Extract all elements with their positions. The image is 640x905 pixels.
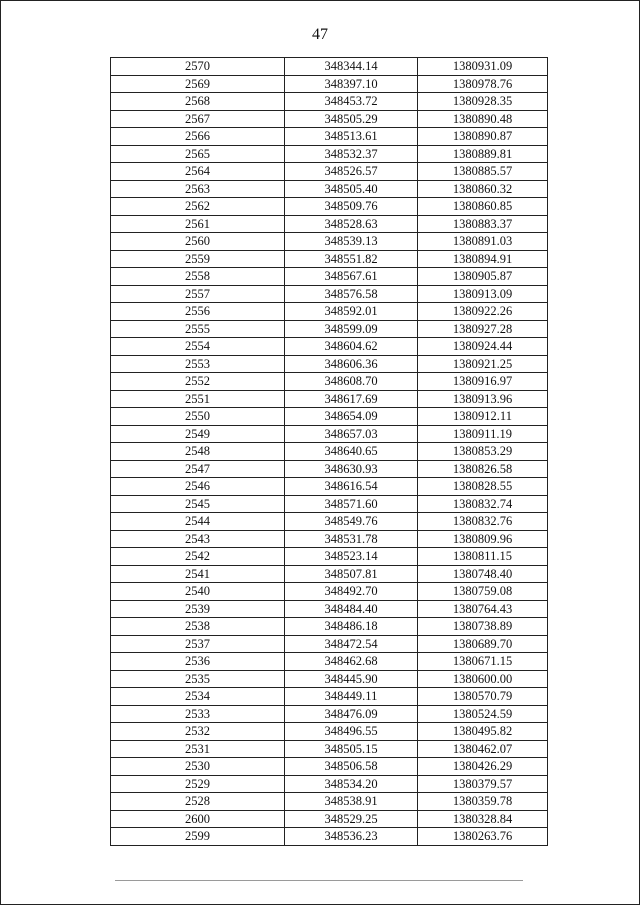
point-number-cell: 2563 (111, 180, 285, 198)
x-coordinate-cell: 348534.20 (285, 775, 418, 793)
x-coordinate-cell: 348654.09 (285, 408, 418, 426)
x-coordinate-cell: 348397.10 (285, 75, 418, 93)
point-number-cell: 2555 (111, 320, 285, 338)
x-coordinate-cell: 348476.09 (285, 705, 418, 723)
y-coordinate-cell: 1380916.97 (418, 373, 548, 391)
table-row (111, 618, 548, 636)
table-row (111, 775, 548, 793)
y-coordinate-cell: 1380890.48 (418, 110, 548, 128)
x-coordinate-cell: 348549.76 (285, 513, 418, 531)
y-coordinate-cell: 1380600.00 (418, 670, 548, 688)
y-coordinate-cell: 1380809.96 (418, 530, 548, 548)
table-row (111, 303, 548, 321)
point-number-cell: 2530 (111, 758, 285, 776)
point-number-cell: 2550 (111, 408, 285, 426)
x-coordinate-cell: 348526.57 (285, 163, 418, 181)
point-number-cell: 2566 (111, 128, 285, 146)
table-row (111, 460, 548, 478)
y-coordinate-cell: 1380570.79 (418, 688, 548, 706)
point-number-cell: 2541 (111, 565, 285, 583)
point-number-cell: 2538 (111, 618, 285, 636)
x-coordinate-cell: 348505.40 (285, 180, 418, 198)
x-coordinate-cell: 348472.54 (285, 635, 418, 653)
y-coordinate-cell: 1380928.35 (418, 93, 548, 111)
y-coordinate-cell: 1380426.29 (418, 758, 548, 776)
point-number-cell: 2568 (111, 93, 285, 111)
y-coordinate-cell: 1380922.26 (418, 303, 548, 321)
point-number-cell: 2536 (111, 653, 285, 671)
x-coordinate-cell: 348484.40 (285, 600, 418, 618)
point-number-cell: 2567 (111, 110, 285, 128)
y-coordinate-cell: 1380671.15 (418, 653, 548, 671)
y-coordinate-cell: 1380832.74 (418, 495, 548, 513)
table-row (111, 530, 548, 548)
coordinates-table-body (111, 58, 548, 846)
point-number-cell: 2539 (111, 600, 285, 618)
point-number-cell: 2549 (111, 425, 285, 443)
table-row (111, 390, 548, 408)
table-row (111, 110, 548, 128)
x-coordinate-cell: 348576.58 (285, 285, 418, 303)
table-row (111, 670, 548, 688)
x-coordinate-cell: 348616.54 (285, 478, 418, 496)
x-coordinate-cell: 348509.76 (285, 198, 418, 216)
x-coordinate-cell: 348486.18 (285, 618, 418, 636)
point-number-cell: 2544 (111, 513, 285, 531)
point-number-cell: 2558 (111, 268, 285, 286)
coordinates-table (110, 57, 548, 846)
table-row (111, 495, 548, 513)
point-number-cell: 2548 (111, 443, 285, 461)
y-coordinate-cell: 1380826.58 (418, 460, 548, 478)
table-row (111, 408, 548, 426)
x-coordinate-cell: 348551.82 (285, 250, 418, 268)
y-coordinate-cell: 1380263.76 (418, 828, 548, 846)
point-number-cell: 2556 (111, 303, 285, 321)
x-coordinate-cell: 348538.91 (285, 793, 418, 811)
table-row (111, 513, 548, 531)
table-row (111, 425, 548, 443)
table-row (111, 793, 548, 811)
x-coordinate-cell: 348505.29 (285, 110, 418, 128)
point-number-cell: 2534 (111, 688, 285, 706)
x-coordinate-cell: 348599.09 (285, 320, 418, 338)
x-coordinate-cell: 348344.14 (285, 58, 418, 76)
point-number-cell: 2528 (111, 793, 285, 811)
x-coordinate-cell: 348529.25 (285, 810, 418, 828)
y-coordinate-cell: 1380853.29 (418, 443, 548, 461)
x-coordinate-cell: 348505.15 (285, 740, 418, 758)
table-row (111, 583, 548, 601)
page-number: 47 (312, 26, 328, 43)
x-coordinate-cell: 348506.58 (285, 758, 418, 776)
table-row (111, 58, 548, 76)
x-coordinate-cell: 348449.11 (285, 688, 418, 706)
point-number-cell: 2529 (111, 775, 285, 793)
x-coordinate-cell: 348528.63 (285, 215, 418, 233)
y-coordinate-cell: 1380978.76 (418, 75, 548, 93)
y-coordinate-cell: 1380860.85 (418, 198, 548, 216)
x-coordinate-cell: 348539.13 (285, 233, 418, 251)
y-coordinate-cell: 1380689.70 (418, 635, 548, 653)
y-coordinate-cell: 1380891.03 (418, 233, 548, 251)
table-row (111, 373, 548, 391)
table-row (111, 75, 548, 93)
point-number-cell: 2551 (111, 390, 285, 408)
y-coordinate-cell: 1380905.87 (418, 268, 548, 286)
x-coordinate-cell: 348496.55 (285, 723, 418, 741)
table-row (111, 93, 548, 111)
x-coordinate-cell: 348513.61 (285, 128, 418, 146)
y-coordinate-cell: 1380924.44 (418, 338, 548, 356)
table-row (111, 600, 548, 618)
bottom-rule (115, 880, 523, 881)
point-number-cell: 2561 (111, 215, 285, 233)
table-row (111, 723, 548, 741)
table-row (111, 163, 548, 181)
y-coordinate-cell: 1380883.37 (418, 215, 548, 233)
table-row (111, 355, 548, 373)
y-coordinate-cell: 1380738.89 (418, 618, 548, 636)
point-number-cell: 2543 (111, 530, 285, 548)
table-row (111, 268, 548, 286)
y-coordinate-cell: 1380912.11 (418, 408, 548, 426)
point-number-cell: 2562 (111, 198, 285, 216)
x-coordinate-cell: 348571.60 (285, 495, 418, 513)
y-coordinate-cell: 1380889.81 (418, 145, 548, 163)
y-coordinate-cell: 1380913.96 (418, 390, 548, 408)
x-coordinate-cell: 348462.68 (285, 653, 418, 671)
x-coordinate-cell: 348523.14 (285, 548, 418, 566)
y-coordinate-cell: 1380495.82 (418, 723, 548, 741)
table-row (111, 443, 548, 461)
point-number-cell: 2532 (111, 723, 285, 741)
table-row (111, 565, 548, 583)
table-row (111, 810, 548, 828)
x-coordinate-cell: 348606.36 (285, 355, 418, 373)
table-row (111, 285, 548, 303)
y-coordinate-cell: 1380828.55 (418, 478, 548, 496)
x-coordinate-cell: 348453.72 (285, 93, 418, 111)
y-coordinate-cell: 1380890.87 (418, 128, 548, 146)
y-coordinate-cell: 1380885.57 (418, 163, 548, 181)
point-number-cell: 2531 (111, 740, 285, 758)
point-number-cell: 2546 (111, 478, 285, 496)
x-coordinate-cell: 348640.65 (285, 443, 418, 461)
x-coordinate-cell: 348507.81 (285, 565, 418, 583)
point-number-cell: 2564 (111, 163, 285, 181)
y-coordinate-cell: 1380764.43 (418, 600, 548, 618)
table-row (111, 548, 548, 566)
y-coordinate-cell: 1380911.19 (418, 425, 548, 443)
table-row (111, 198, 548, 216)
point-number-cell: 2535 (111, 670, 285, 688)
x-coordinate-cell: 348592.01 (285, 303, 418, 321)
x-coordinate-cell: 348567.61 (285, 268, 418, 286)
y-coordinate-cell: 1380894.91 (418, 250, 548, 268)
table-row (111, 478, 548, 496)
x-coordinate-cell: 348532.37 (285, 145, 418, 163)
table-row (111, 128, 548, 146)
x-coordinate-cell: 348492.70 (285, 583, 418, 601)
point-number-cell: 2569 (111, 75, 285, 93)
y-coordinate-cell: 1380811.15 (418, 548, 548, 566)
y-coordinate-cell: 1380748.40 (418, 565, 548, 583)
point-number-cell: 2542 (111, 548, 285, 566)
x-coordinate-cell: 348604.62 (285, 338, 418, 356)
x-coordinate-cell: 348608.70 (285, 373, 418, 391)
point-number-cell: 2553 (111, 355, 285, 373)
x-coordinate-cell: 348445.90 (285, 670, 418, 688)
point-number-cell: 2540 (111, 583, 285, 601)
point-number-cell: 2570 (111, 58, 285, 76)
point-number-cell: 2557 (111, 285, 285, 303)
y-coordinate-cell: 1380759.08 (418, 583, 548, 601)
point-number-cell: 2560 (111, 233, 285, 251)
point-number-cell: 2600 (111, 810, 285, 828)
table-row (111, 180, 548, 198)
y-coordinate-cell: 1380927.28 (418, 320, 548, 338)
point-number-cell: 2559 (111, 250, 285, 268)
y-coordinate-cell: 1380921.25 (418, 355, 548, 373)
point-number-cell: 2533 (111, 705, 285, 723)
y-coordinate-cell: 1380359.78 (418, 793, 548, 811)
table-row (111, 705, 548, 723)
table-row (111, 233, 548, 251)
point-number-cell: 2552 (111, 373, 285, 391)
table-row (111, 250, 548, 268)
table-row (111, 653, 548, 671)
table-row (111, 740, 548, 758)
y-coordinate-cell: 1380860.32 (418, 180, 548, 198)
table-row (111, 828, 548, 846)
y-coordinate-cell: 1380524.59 (418, 705, 548, 723)
x-coordinate-cell: 348630.93 (285, 460, 418, 478)
y-coordinate-cell: 1380328.84 (418, 810, 548, 828)
table-row (111, 688, 548, 706)
table-row (111, 758, 548, 776)
y-coordinate-cell: 1380462.07 (418, 740, 548, 758)
y-coordinate-cell: 1380832.76 (418, 513, 548, 531)
table-row (111, 338, 548, 356)
y-coordinate-cell: 1380379.57 (418, 775, 548, 793)
y-coordinate-cell: 1380931.09 (418, 58, 548, 76)
table-row (111, 215, 548, 233)
point-number-cell: 2565 (111, 145, 285, 163)
x-coordinate-cell: 348531.78 (285, 530, 418, 548)
point-number-cell: 2599 (111, 828, 285, 846)
x-coordinate-cell: 348617.69 (285, 390, 418, 408)
point-number-cell: 2545 (111, 495, 285, 513)
point-number-cell: 2537 (111, 635, 285, 653)
table-row (111, 320, 548, 338)
table-row (111, 635, 548, 653)
point-number-cell: 2547 (111, 460, 285, 478)
table-row (111, 145, 548, 163)
point-number-cell: 2554 (111, 338, 285, 356)
x-coordinate-cell: 348657.03 (285, 425, 418, 443)
x-coordinate-cell: 348536.23 (285, 828, 418, 846)
y-coordinate-cell: 1380913.09 (418, 285, 548, 303)
